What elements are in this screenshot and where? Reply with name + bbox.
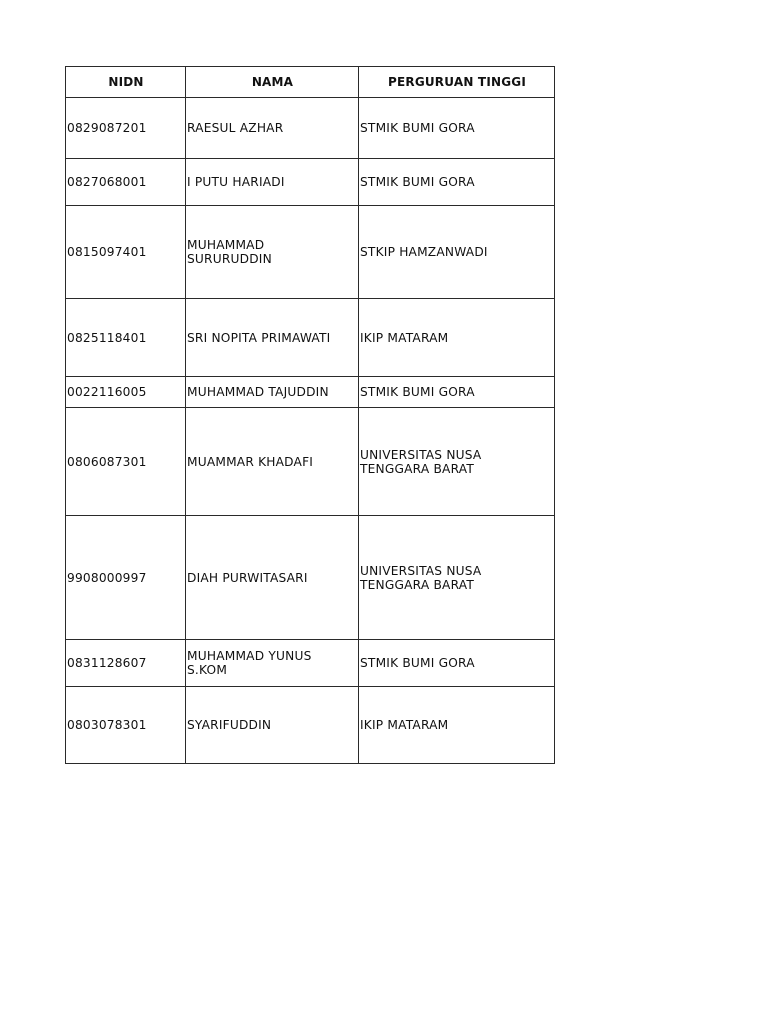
- cell-nidn: 0829087201: [66, 98, 186, 159]
- cell-perguruan-tinggi: STMIK BUMI GORA: [359, 640, 555, 687]
- cell-perguruan-tinggi: IKIP MATARAM: [359, 299, 555, 377]
- table-row: [66, 299, 555, 377]
- cell-nidn: 0827068001: [66, 159, 186, 206]
- table-row: [66, 377, 555, 408]
- cell-nama: I PUTU HARIADI: [186, 159, 359, 206]
- cell-nama: DIAH PURWITASARI: [186, 516, 359, 640]
- cell-perguruan-tinggi: STMIK BUMI GORA: [359, 98, 555, 159]
- header-nama: NAMA: [186, 67, 359, 98]
- table-row: [66, 206, 555, 299]
- cell-nama: SRI NOPITA PRIMAWATI: [186, 299, 359, 377]
- cell-nidn: 0825118401: [66, 299, 186, 377]
- table-row: [66, 687, 555, 764]
- cell-perguruan-tinggi: STKIP HAMZANWADI: [359, 206, 555, 299]
- lecturer-table: [65, 66, 555, 764]
- cell-nama: MUHAMMAD TAJUDDIN: [186, 377, 359, 408]
- table-row: [66, 516, 555, 640]
- cell-perguruan-tinggi: UNIVERSITAS NUSA TENGGARA BARAT: [359, 516, 555, 640]
- cell-perguruan-tinggi: IKIP MATARAM: [359, 687, 555, 764]
- cell-nidn: 9908000997: [66, 516, 186, 640]
- cell-nama: SYARIFUDDIN: [186, 687, 359, 764]
- cell-nidn: 0815097401: [66, 206, 186, 299]
- header-perguruan-tinggi: PERGURUAN TINGGI: [359, 67, 555, 98]
- cell-nidn: 0022116005: [66, 377, 186, 408]
- table-row: [66, 408, 555, 516]
- cell-nama: MUHAMMAD SURURUDDIN: [186, 206, 359, 299]
- header-row: [66, 67, 555, 98]
- cell-perguruan-tinggi: UNIVERSITAS NUSA TENGGARA BARAT: [359, 408, 555, 516]
- cell-nidn: 0806087301: [66, 408, 186, 516]
- document-sheet: [65, 66, 554, 764]
- cell-nama: MUHAMMAD YUNUS S.KOM: [186, 640, 359, 687]
- cell-nidn: 0831128607: [66, 640, 186, 687]
- header-nidn: NIDN: [66, 67, 186, 98]
- cell-nama: RAESUL AZHAR: [186, 98, 359, 159]
- table-row: [66, 640, 555, 687]
- cell-perguruan-tinggi: STMIK BUMI GORA: [359, 377, 555, 408]
- table-row: [66, 98, 555, 159]
- cell-perguruan-tinggi: STMIK BUMI GORA: [359, 159, 555, 206]
- table-row: [66, 159, 555, 206]
- cell-nidn: 0803078301: [66, 687, 186, 764]
- cell-nama: MUAMMAR KHADAFI: [186, 408, 359, 516]
